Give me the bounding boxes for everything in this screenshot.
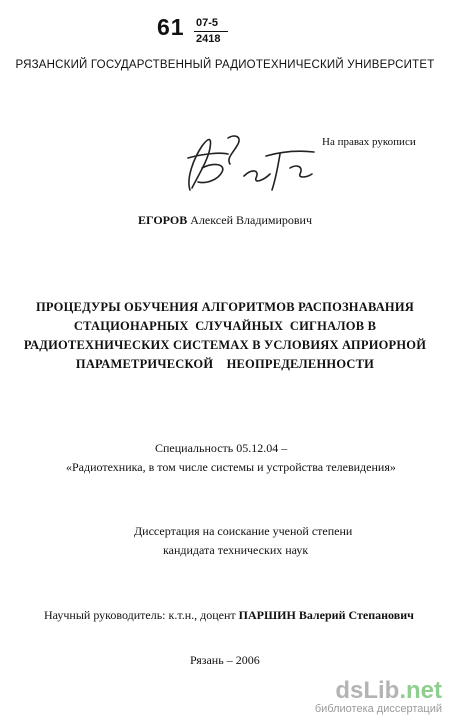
registration-fraction-line bbox=[194, 31, 228, 32]
specialty-code: Специальность 05.12.04 – bbox=[155, 441, 288, 455]
university-name: РЯЗАНСКИЙ ГОСУДАРСТВЕННЫЙ РАДИОТЕХНИЧЕСКИЙ УНИВЕРСИТЕТ bbox=[15, 59, 435, 71]
handwritten-signature bbox=[168, 128, 328, 198]
supervisor-title: Научный руководитель: к.т.н., доцент bbox=[44, 608, 236, 622]
place-year: Рязань – 2006 bbox=[190, 653, 260, 667]
watermark-logo-suffix: .net bbox=[399, 677, 442, 704]
author-given-names: Алексей Владимирович bbox=[190, 213, 312, 227]
dissertation-title bbox=[0, 298, 450, 374]
title-line: РАДИОТЕХНИЧЕСКИХ СИСТЕМАХ В УСЛОВИЯХ АПРИОРНОЙ bbox=[23, 338, 427, 352]
author-line bbox=[0, 213, 450, 228]
author-surname: ЕГОРОВ bbox=[138, 213, 188, 227]
degree-line-1: Диссертация на соискание ученой степени bbox=[134, 524, 353, 538]
rights-note: На правах рукописи bbox=[322, 136, 416, 148]
title-line: СТАЦИОНАРНЫХ СЛУЧАЙНЫХ СИГНАЛОВ В bbox=[73, 319, 377, 333]
supervisor-line bbox=[44, 608, 414, 623]
watermark-logo-main: dsLib bbox=[335, 677, 400, 704]
watermark-logo bbox=[315, 679, 442, 703]
supervisor-name: ПАРШИН Валерий Степанович bbox=[238, 608, 414, 622]
degree-line-2: кандидата технических наук bbox=[163, 543, 309, 557]
title-line: ПАРАМЕТРИЧЕСКОЙ НЕОПРЕДЕЛЕННОСТИ bbox=[75, 357, 375, 371]
watermark bbox=[315, 679, 442, 715]
registration-numerator: 07-5 bbox=[196, 17, 219, 29]
registration-number: 61 bbox=[157, 14, 185, 40]
title-line: ПРОЦЕДУРЫ ОБУЧЕНИЯ АЛГОРИТМОВ РАСПОЗНАВАНИЯ bbox=[36, 300, 414, 314]
watermark-subtitle: библиотека диссертаций bbox=[314, 703, 442, 715]
specialty-name: «Радиотехника, в том числе системы и устройства телевидения» bbox=[66, 460, 396, 474]
registration-denominator: 2418 bbox=[196, 33, 221, 45]
